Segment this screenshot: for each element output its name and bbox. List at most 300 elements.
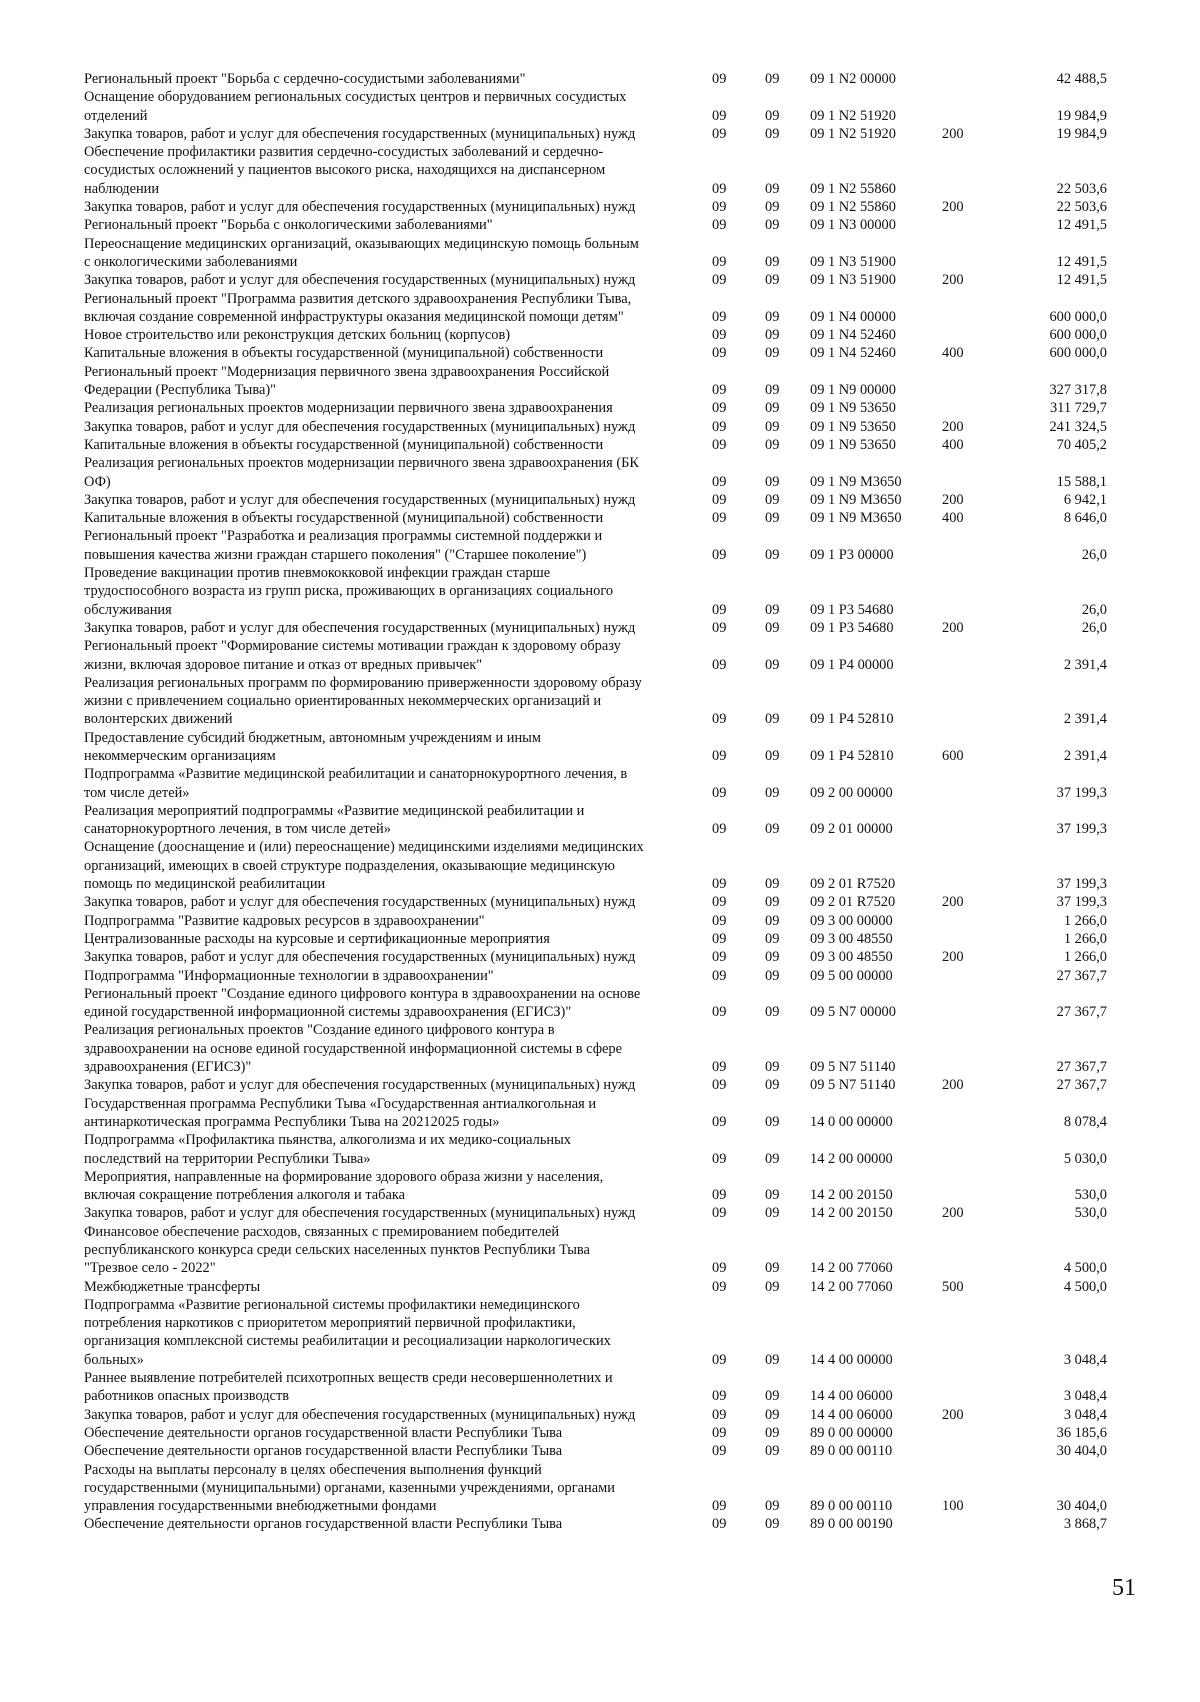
- table-row: [84, 418, 1114, 436]
- row-target-code: 14 4 00 00000: [810, 1351, 893, 1368]
- table-row: [84, 290, 1114, 327]
- table-row: [84, 436, 1114, 454]
- row-name: Закупка товаров, работ и услуг для обеспечения государственных (муниципальных) нужд: [84, 894, 636, 911]
- row-target-code: 09 3 00 00000: [810, 912, 893, 929]
- row-name: Предоставление субсидий бюджетным, автономным учреждениям и иным некоммерческим организациям: [84, 729, 541, 764]
- row-name: Региональный проект "Модернизация первичного звена здравоохранения Российской Федерации (Республика Тыва)": [84, 363, 610, 399]
- row-subsection: 09: [765, 125, 780, 142]
- row-target-code: 09 1 N9 53650: [810, 436, 896, 453]
- row-amount: 8 078,4: [1063, 1113, 1107, 1130]
- row-name: Раннее выявление потребителей психотропных веществ среди несовершеннолетних и работников опасных производств: [84, 1370, 613, 1405]
- row-subsection: 09: [765, 473, 780, 490]
- row-expense-type: 200: [942, 199, 964, 216]
- row-name: Региональный проект "Разработка и реализация программы системной поддержки и повышения качества жизни граждан старшего поколения" ("Старшее поколение"): [84, 528, 603, 563]
- row-target-code: 09 1 N3 00000: [810, 217, 896, 234]
- row-subsection: 09: [765, 1113, 780, 1130]
- budget-table: [84, 70, 1114, 1534]
- row-name: Обеспечение деятельности органов государственной власти Республики Тыва: [84, 1516, 563, 1533]
- table-row: [84, 1095, 1114, 1132]
- row-expense-type: 200: [942, 949, 964, 966]
- row-expense-type: 100: [942, 1498, 964, 1515]
- row-section: 09: [712, 1187, 727, 1204]
- row-name: Подпрограмма «Развитие медицинской реабилитации и санаторнокурортного лечения, в том числе детей»: [84, 766, 628, 801]
- row-section: 09: [712, 619, 727, 636]
- row-name: Капитальные вложения в объекты государственной (муниципальной) собственности: [84, 345, 604, 362]
- row-name: Подпрограмма «Развитие региональной системы профилактики немедицинского потребления наркотиков с приоритетом мероприятий первичной профилактики, организация комплексной системы реабилитации и ресоциализации наркологических больных»: [84, 1296, 611, 1368]
- table-row: [84, 1406, 1114, 1424]
- row-target-code: 09 1 N3 51900: [810, 253, 896, 270]
- row-name: Закупка товаров, работ и услуг для обеспечения государственных (муниципальных) нужд: [84, 1077, 636, 1094]
- row-section: 09: [712, 894, 727, 911]
- row-section: 09: [712, 345, 727, 362]
- row-subsection: 09: [765, 711, 780, 728]
- row-name: Обеспечение деятельности органов государственной власти Республики Тыва: [84, 1443, 563, 1460]
- row-subsection: 09: [765, 1004, 780, 1021]
- table-row: [84, 399, 1114, 417]
- table-row: [84, 564, 1114, 619]
- row-subsection: 09: [765, 436, 780, 453]
- row-target-code: 09 1 N9 M3650: [810, 473, 902, 490]
- row-name: Закупка товаров, работ и услуг для обеспечения государственных (муниципальных) нужд: [84, 418, 636, 435]
- row-subsection: 09: [765, 1406, 780, 1423]
- row-target-code: 09 1 N4 00000: [810, 308, 896, 325]
- row-name: Региональный проект "Формирование системы мотивации граждан к здоровому образу жизни, включая здоровое питание и отказ от вредных привычек": [84, 638, 621, 673]
- row-name: Переоснащение медицинских организаций, оказывающих медицинскую помощь больным с онкологическими заболеваниями: [84, 235, 639, 270]
- row-subsection: 09: [765, 1260, 780, 1277]
- row-section: 09: [712, 912, 727, 929]
- row-target-code: 09 1 N9 53650: [810, 400, 896, 417]
- row-section: 09: [712, 1351, 727, 1368]
- row-expense-type: 400: [942, 436, 964, 453]
- row-subsection: 09: [765, 1443, 780, 1460]
- row-name: Межбюджетные трансферты: [84, 1278, 261, 1295]
- table-row: [84, 967, 1114, 985]
- row-amount: 15 588,1: [1056, 473, 1107, 490]
- row-amount: 37 199,3: [1056, 821, 1107, 838]
- row-name: Новое строительство или реконструкция детских больниц (корпусов): [84, 327, 511, 344]
- row-amount: 26,0: [1081, 619, 1107, 636]
- row-name: Подпрограмма "Информационные технологии в здравоохранении": [84, 967, 494, 984]
- row-target-code: 09 1 P4 00000: [810, 656, 894, 673]
- row-subsection: 09: [765, 619, 780, 636]
- row-section: 09: [712, 400, 727, 417]
- table-row: [84, 1369, 1114, 1406]
- row-section: 09: [712, 125, 727, 142]
- row-amount: 26,0: [1081, 546, 1107, 563]
- row-amount: 12 491,5: [1056, 217, 1107, 234]
- row-target-code: 09 5 N7 00000: [810, 1004, 896, 1021]
- row-section: 09: [712, 217, 727, 234]
- row-subsection: 09: [765, 747, 780, 764]
- row-section: 09: [712, 71, 727, 87]
- row-amount: 600 000,0: [1049, 308, 1107, 325]
- row-amount: 12 491,5: [1056, 253, 1107, 270]
- row-target-code: 14 4 00 06000: [810, 1406, 893, 1423]
- row-subsection: 09: [765, 601, 780, 618]
- table-row: [84, 893, 1114, 911]
- row-subsection: 09: [765, 1388, 780, 1405]
- row-section: 09: [712, 656, 727, 673]
- row-section: 09: [712, 967, 727, 984]
- row-subsection: 09: [765, 656, 780, 673]
- row-amount: 327 317,8: [1049, 382, 1107, 399]
- table-row: [84, 948, 1114, 966]
- row-expense-type: 200: [942, 418, 964, 435]
- table-row: [84, 271, 1114, 289]
- table-row: [84, 509, 1114, 527]
- row-name: Региональный проект "Программа развития детского здравоохранения Республики Тыва, включая создание современной инфраструктуры оказания медицинской помощи детям": [84, 290, 632, 325]
- row-subsection: 09: [765, 308, 780, 325]
- table-row: [84, 235, 1114, 272]
- row-target-code: 89 0 00 00000: [810, 1424, 893, 1441]
- row-expense-type: 200: [942, 1205, 964, 1222]
- row-name: Закупка товаров, работ и услуг для обеспечения государственных (муниципальных) нужд: [84, 491, 636, 508]
- row-amount: 2 391,4: [1063, 711, 1107, 728]
- row-target-code: 09 1 N3 51900: [810, 272, 896, 289]
- row-subsection: 09: [765, 1150, 780, 1167]
- table-row: [84, 930, 1114, 948]
- table-row: [84, 674, 1114, 729]
- row-subsection: 09: [765, 930, 780, 947]
- row-subsection: 09: [765, 1351, 780, 1368]
- row-amount: 22 503,6: [1056, 199, 1107, 216]
- row-subsection: 09: [765, 418, 780, 435]
- row-amount: 42 488,5: [1056, 71, 1107, 87]
- row-target-code: 89 0 00 00110: [810, 1498, 893, 1515]
- row-subsection: 09: [765, 382, 780, 399]
- row-name: Закупка товаров, работ и услуг для обеспечения государственных (муниципальных) нужд: [84, 125, 636, 142]
- row-section: 09: [712, 876, 727, 893]
- table-row: [84, 1515, 1114, 1533]
- table-row: [84, 454, 1114, 491]
- table-row: [84, 1424, 1114, 1442]
- row-section: 09: [712, 784, 727, 801]
- row-name: Государственная программа Республики Тыва «Государственная антиалкогольная и антинаркотическая программа Республики Тыва на 20212025 годы»: [84, 1095, 597, 1130]
- table-row: [84, 1131, 1114, 1168]
- row-name: Проведение вакцинации против пневмококковой инфекции граждан старше трудоспособного возраста из групп риска, проживающих в организациях социального обслуживания: [84, 565, 614, 618]
- row-amount: 600 000,0: [1049, 327, 1107, 344]
- row-section: 09: [712, 308, 727, 325]
- table-row: [84, 619, 1114, 637]
- row-expense-type: 400: [942, 510, 964, 527]
- row-target-code: 09 1 N4 52460: [810, 327, 896, 344]
- row-section: 09: [712, 1004, 727, 1021]
- table-row: [84, 326, 1114, 344]
- row-section: 09: [712, 1077, 727, 1094]
- row-expense-type: 200: [942, 491, 964, 508]
- row-subsection: 09: [765, 180, 780, 197]
- row-target-code: 09 1 N2 51920: [810, 107, 896, 124]
- row-section: 09: [712, 491, 727, 508]
- row-amount: 6 942,1: [1063, 491, 1107, 508]
- row-name: Закупка товаров, работ и услуг для обеспечения государственных (муниципальных) нужд: [84, 1406, 636, 1423]
- row-target-code: 09 5 N7 51140: [810, 1077, 896, 1094]
- row-target-code: 89 0 00 00110: [810, 1443, 893, 1460]
- row-expense-type: 200: [942, 272, 964, 289]
- row-subsection: 09: [765, 546, 780, 563]
- row-section: 09: [712, 180, 727, 197]
- row-subsection: 09: [765, 912, 780, 929]
- row-target-code: 14 2 00 77060: [810, 1260, 893, 1277]
- row-target-code: 09 1 N9 53650: [810, 418, 896, 435]
- row-name: Обеспечение профилактики развития сердечно-сосудистых заболеваний и сердечно- сосудистых осложнений у пациентов высокого риска, находящихся на диспансерном наблюдении: [84, 144, 606, 197]
- row-section: 09: [712, 1443, 727, 1460]
- row-amount: 8 646,0: [1063, 510, 1107, 527]
- row-name: Реализация региональных проектов модернизации первичного звена здравоохранения: [84, 400, 613, 417]
- row-section: 09: [712, 949, 727, 966]
- row-expense-type: 200: [942, 125, 964, 142]
- table-row: [84, 1223, 1114, 1278]
- row-target-code: 14 2 00 00000: [810, 1150, 893, 1167]
- row-amount: 530,0: [1074, 1205, 1107, 1222]
- row-subsection: 09: [765, 784, 780, 801]
- table-row: [84, 1461, 1114, 1516]
- table-row: [84, 1278, 1114, 1296]
- row-target-code: 09 2 01 R7520: [810, 894, 896, 911]
- row-name: Региональный проект "Борьба с сердечно-сосудистыми заболеваниями": [84, 71, 526, 87]
- row-target-code: 09 3 00 48550: [810, 949, 893, 966]
- row-name: Реализация мероприятий подпрограммы «Развитие медицинской реабилитации и санаторнокурортного лечения, в том числе детей»: [84, 802, 585, 838]
- row-name: Капитальные вложения в объекты государственной (муниципальной) собственности: [84, 436, 604, 453]
- row-section: 09: [712, 382, 727, 399]
- row-subsection: 09: [765, 876, 780, 893]
- row-expense-type: 200: [942, 619, 964, 636]
- row-name: Обеспечение деятельности органов государственной власти Республики Тыва: [84, 1424, 563, 1441]
- row-section: 09: [712, 546, 727, 563]
- table-row: [84, 1442, 1114, 1460]
- row-subsection: 09: [765, 894, 780, 911]
- row-target-code: 09 1 P3 00000: [810, 546, 894, 563]
- row-target-code: 09 2 01 00000: [810, 821, 893, 838]
- table-row: [84, 88, 1114, 125]
- table-row: [84, 527, 1114, 564]
- row-target-code: 09 5 00 00000: [810, 967, 893, 984]
- row-subsection: 09: [765, 217, 780, 234]
- row-name: Капитальные вложения в объекты государственной (муниципальной) собственности: [84, 510, 604, 527]
- row-amount: 27 367,7: [1056, 1059, 1107, 1076]
- row-target-code: 09 1 N9 M3650: [810, 510, 902, 527]
- row-section: 09: [712, 418, 727, 435]
- row-name: Реализация региональных проектов модернизации первичного звена здравоохранения (БК ОФ): [84, 455, 639, 490]
- row-target-code: 09 1 N9 00000: [810, 382, 896, 399]
- row-subsection: 09: [765, 1077, 780, 1094]
- row-amount: 27 367,7: [1056, 1077, 1107, 1094]
- row-name: Финансовое обеспечение расходов, связанных с премированием победителей республиканского конкурса среди сельских населенных пунктов Республики Тыва "Трезвое село - 2022": [84, 1223, 590, 1277]
- row-target-code: 09 1 P4 52810: [810, 747, 894, 764]
- row-name: Оснащение оборудованием региональных сосудистых центров и первичных сосудистых отделений: [84, 89, 627, 124]
- row-subsection: 09: [765, 1059, 780, 1076]
- row-expense-type: 200: [942, 1077, 964, 1094]
- row-section: 09: [712, 930, 727, 947]
- row-target-code: 09 1 N9 M3650: [810, 491, 902, 508]
- row-expense-type: 400: [942, 345, 964, 362]
- row-section: 09: [712, 199, 727, 216]
- row-subsection: 09: [765, 345, 780, 362]
- table-row: [84, 729, 1114, 766]
- table-row: [84, 216, 1114, 234]
- row-subsection: 09: [765, 107, 780, 124]
- row-subsection: 09: [765, 199, 780, 216]
- row-name: Закупка товаров, работ и услуг для обеспечения государственных (муниципальных) нужд: [84, 272, 636, 289]
- row-subsection: 09: [765, 491, 780, 508]
- row-section: 09: [712, 473, 727, 490]
- row-target-code: 09 1 P4 52810: [810, 711, 894, 728]
- row-name: Реализация региональных проектов "Создание единого цифрового контура в здравоохранении на основе единой государственной информационной системы в сфере здравоохранения (ЕГИСЗ)": [84, 1022, 622, 1076]
- table-row: [84, 491, 1114, 509]
- row-amount: 19 984,9: [1056, 125, 1107, 142]
- table-row: [84, 1168, 1114, 1205]
- row-amount: 4 500,0: [1063, 1278, 1107, 1295]
- row-amount: 3 048,4: [1063, 1406, 1107, 1423]
- row-section: 09: [712, 711, 727, 728]
- row-target-code: 09 1 N2 00000: [810, 71, 896, 87]
- row-amount: 27 367,7: [1056, 1004, 1107, 1021]
- row-section: 09: [712, 1388, 727, 1405]
- row-subsection: 09: [765, 821, 780, 838]
- row-section: 09: [712, 601, 727, 618]
- row-subsection: 09: [765, 1205, 780, 1222]
- row-amount: 5 030,0: [1063, 1150, 1107, 1167]
- row-name: Реализация региональных программ по формированию приверженности здоровому образу жизни с привлечением социально ориентированных некоммерческих организаций и волонтерских движений: [84, 674, 642, 728]
- table-row: [84, 1021, 1114, 1076]
- row-name: Подпрограмма «Профилактика пьянства, алкоголизма и их медико-социальных последствий на территории Республики Тыва»: [84, 1132, 571, 1167]
- row-name: Оснащение (дооснащение и (или) переоснащение) медицинскими изделиями медицинских организаций, имеющих в своей структуре подразделения, оказывающие медицинскую помощь по медицинской реабилитации: [84, 839, 644, 893]
- row-subsection: 09: [765, 967, 780, 984]
- row-amount: 1 266,0: [1063, 949, 1107, 966]
- row-name: Закупка товаров, работ и услуг для обеспечения государственных (муниципальных) нужд: [84, 619, 636, 636]
- row-section: 09: [712, 436, 727, 453]
- row-name: Региональный проект "Создание единого цифрового контура в здравоохранении на основе единой государственной информационной системы здравоохранения (ЕГИСЗ)": [84, 985, 641, 1021]
- row-section: 09: [712, 107, 727, 124]
- row-amount: 30 404,0: [1056, 1443, 1107, 1460]
- row-section: 09: [712, 1406, 727, 1423]
- row-section: 09: [712, 1498, 727, 1515]
- row-amount: 3 868,7: [1063, 1516, 1107, 1533]
- table-row: [84, 1204, 1114, 1222]
- table-row: [84, 125, 1114, 143]
- table-row: [84, 765, 1114, 802]
- row-section: 09: [712, 327, 727, 344]
- row-target-code: 14 2 00 77060: [810, 1278, 893, 1295]
- row-section: 09: [712, 1516, 727, 1533]
- row-target-code: 09 1 N2 55860: [810, 180, 896, 197]
- row-section: 09: [712, 1059, 727, 1076]
- row-target-code: 14 2 00 20150: [810, 1187, 893, 1204]
- row-name: Закупка товаров, работ и услуг для обеспечения государственных (муниципальных) нужд: [84, 949, 636, 966]
- row-name: Расходы на выплаты персоналу в целях обеспечения выполнения функций государственными (муниципальными) органами, казенными учреждениями, органами управления государственными внебюджетными фондами: [84, 1461, 615, 1515]
- row-subsection: 09: [765, 400, 780, 417]
- table-row: [84, 1296, 1114, 1369]
- row-amount: 37 199,3: [1056, 784, 1107, 801]
- row-section: 09: [712, 821, 727, 838]
- row-amount: 600 000,0: [1049, 345, 1107, 362]
- row-name: Подпрограмма "Развитие кадровых ресурсов в здравоохранении": [84, 912, 485, 929]
- row-section: 09: [712, 1205, 727, 1222]
- row-target-code: 09 1 P3 54680: [810, 601, 894, 618]
- row-amount: 4 500,0: [1063, 1260, 1107, 1277]
- row-amount: 241 324,5: [1049, 418, 1107, 435]
- table-row: [84, 985, 1114, 1022]
- row-section: 09: [712, 272, 727, 289]
- table-row: [84, 143, 1114, 198]
- row-target-code: 09 2 01 R7520: [810, 876, 896, 893]
- row-expense-type: 200: [942, 894, 964, 911]
- row-subsection: 09: [765, 253, 780, 270]
- row-subsection: 09: [765, 71, 780, 87]
- row-amount: 2 391,4: [1063, 747, 1107, 764]
- table-row: [84, 363, 1114, 400]
- row-target-code: 14 0 00 00000: [810, 1113, 893, 1130]
- row-name: Мероприятия, направленные на формирование здорового образа жизни у населения, включая сокращение потребления алкоголя и табака: [84, 1168, 604, 1204]
- row-amount: 19 984,9: [1056, 107, 1107, 124]
- row-subsection: 09: [765, 510, 780, 527]
- row-amount: 3 048,4: [1063, 1388, 1107, 1405]
- row-section: 09: [712, 1260, 727, 1277]
- row-name: Централизованные расходы на курсовые и сертификационные мероприятия: [84, 930, 550, 947]
- row-subsection: 09: [765, 1278, 780, 1295]
- row-target-code: 09 1 N4 52460: [810, 345, 896, 362]
- row-amount: 12 491,5: [1056, 272, 1107, 289]
- table-row: [84, 912, 1114, 930]
- row-expense-type: 200: [942, 1406, 964, 1423]
- table-row: [84, 70, 1114, 88]
- row-subsection: 09: [765, 1516, 780, 1533]
- row-subsection: 09: [765, 1187, 780, 1204]
- row-subsection: 09: [765, 272, 780, 289]
- row-section: 09: [712, 747, 727, 764]
- row-section: 09: [712, 510, 727, 527]
- row-target-code: 09 1 N2 55860: [810, 199, 896, 216]
- row-amount: 26,0: [1081, 601, 1107, 618]
- row-amount: 30 404,0: [1056, 1498, 1107, 1515]
- row-section: 09: [712, 1150, 727, 1167]
- row-expense-type: 500: [942, 1278, 964, 1295]
- row-target-code: 09 1 P3 54680: [810, 619, 894, 636]
- table-row: [84, 198, 1114, 216]
- row-target-code: 14 2 00 20150: [810, 1205, 893, 1222]
- table-row: [84, 1076, 1114, 1094]
- row-target-code: 14 4 00 06000: [810, 1388, 893, 1405]
- row-section: 09: [712, 1278, 727, 1295]
- row-amount: 37 199,3: [1056, 876, 1107, 893]
- row-amount: 70 405,2: [1056, 436, 1107, 453]
- row-target-code: 09 2 00 00000: [810, 784, 893, 801]
- row-section: 09: [712, 1113, 727, 1130]
- row-target-code: 09 3 00 48550: [810, 930, 893, 947]
- row-target-code: 09 1 N2 51920: [810, 125, 896, 142]
- row-name: Региональный проект "Борьба с онкологическими заболеваниями": [84, 217, 493, 234]
- row-name: Закупка товаров, работ и услуг для обеспечения государственных (муниципальных) нужд: [84, 199, 636, 216]
- row-amount: 530,0: [1074, 1187, 1107, 1204]
- table-row: [84, 344, 1114, 362]
- row-section: 09: [712, 253, 727, 270]
- row-subsection: 09: [765, 949, 780, 966]
- row-subsection: 09: [765, 1498, 780, 1515]
- row-expense-type: 600: [942, 747, 964, 764]
- row-amount: 3 048,4: [1063, 1351, 1107, 1368]
- row-name: Закупка товаров, работ и услуг для обеспечения государственных (муниципальных) нужд: [84, 1205, 636, 1222]
- row-amount: 1 266,0: [1063, 912, 1107, 929]
- page-number: 51: [1112, 1575, 1136, 1601]
- row-amount: 1 266,0: [1063, 930, 1107, 947]
- table-row: [84, 637, 1114, 674]
- row-section: 09: [712, 1424, 727, 1441]
- row-target-code: 09 5 N7 51140: [810, 1059, 896, 1076]
- row-amount: 22 503,6: [1056, 180, 1107, 197]
- row-subsection: 09: [765, 1424, 780, 1441]
- table-row: [84, 802, 1114, 839]
- row-amount: 2 391,4: [1063, 656, 1107, 673]
